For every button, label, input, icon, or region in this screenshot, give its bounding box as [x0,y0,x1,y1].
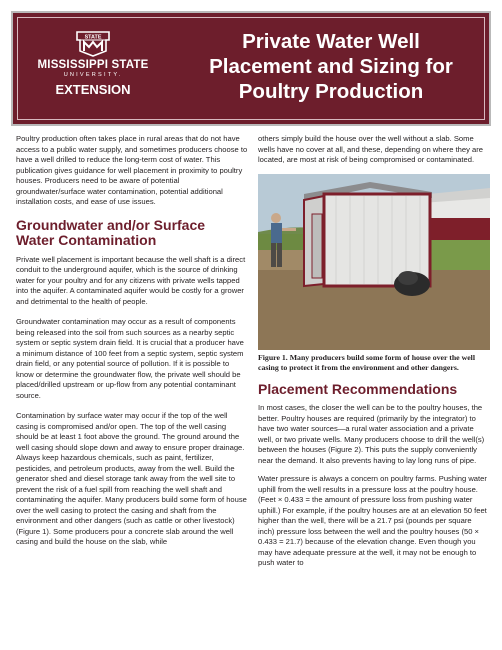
header-banner [11,11,491,126]
title-line: Private Water Well [242,30,420,53]
msu-extension-logo [33,31,153,115]
title-line: Poultry Production [238,80,424,103]
publication-title [183,29,479,104]
heading-line: Water Contamination [16,232,157,248]
body-paragraph: Water pressure is always a concern on poultry farms. Pushing water uphill from the well results in a pressure loss at the poultry house. (Feet × 0.433 = the amount of pressure loss from pushing water uphill.) For example, if the poultry houses are at an elevation 50 feet higher than the well, there will be a 21.7 psi (pounds per square inch) pressure loss between the well and the poultry houses (50 × 0.433 = 21.7) because of the elevation change. Even though you may have adequate pressure at the well, it may not be enough to push water to [258,474,487,567]
shield-text: STATE [84,34,102,41]
body-paragraph: Groundwater contamination may occur as a result of components being released into the soil from such sources as a nearby septic system or septic system drain field. It is crucial that a producer have a minimum distance of 100 feet from a septic system, septic system drain field, or any potential source of pollution. If it is possible to know or determine the groundwater flow, the private well should be placed/drilled upstream or up-flow from any potential contaminant source. [16,317,244,400]
left-column [16,134,248,558]
well-house-photo [258,174,490,350]
right-column [258,134,490,577]
body-paragraph: In most cases, the closer the well can be to the poultry houses, the better. Poultry houses are required (primarily by the integrator) to have two water sources—a rural water association and a private well, or two private wells. Many producers choose to drill the well(s) between the houses (Figure 2). This puts the supply conveniently near the demand. It also prevents having to lay long runs of pipe. [258,403,485,465]
body-paragraph: Contamination by surface water may occur if the top of the well casing is compromised and/or open. The top of the well casing should be at least 1 foot above the ground. The ground around the well casing should slope down and away to ensure proper drainage. Always keep hazardous chemicals, such as paint, fertilizer, pesticides, and petroleum products, away from the well. Build the generator shed and diesel storage tank away from the well site to prevent the risk of a fuel spill from reaching the well shaft and contaminating the aquifer. Many producers build some form of house over the well casing to protect the casing and shaft from the environment and other dangers (such as cattle or other livestock) (Figure 1). Some producers pour a concrete slab around the well casing and build the house on the slab, while [16,411,247,546]
body-paragraph: Private well placement is important because the well shaft is a direct conduit to the underground aquifer, which is the source of drinking water for your poultry and for any citizens with private wells tapped into the aquifer. A contaminated aquifer would be costly for a grower and detrimental to the health of people. [16,254,246,306]
logo-university-word: UNIVERSITY. [63,72,123,78]
continued-paragraph: others simply build the house over the well without a slab. Some wells have no cover at all, and these, depending on where they are located, are most at risk of being compromised or contaminated. [258,134,484,164]
section-heading-contamination [16,218,248,249]
heading-line: Groundwater and/or Surface [16,216,206,233]
logo-extension-word: EXTENSION [55,82,131,97]
logo-university-name: MISSISSIPPI STATE [37,59,149,71]
msu-shield-emblem [74,31,112,57]
section-heading-placement: Placement Recommendations [258,380,458,397]
figure-caption: Figure 1. Many producers build some form of house over the well casing to protect it from the environment and other dangers. [258,352,476,372]
intro-paragraph: Poultry production often takes place in rural areas that do not have access to a public water supply, and sometimes producers choose to have a well drilled to reduce the long-term cost of water. This publication gives guidance for well placement in proximity to poultry houses. Producers need to be aware of potential groundwater/surface water contamination, potential additional installation costs, and ease of use issues. [16,134,248,206]
title-line: Placement and Sizing for [209,55,453,78]
